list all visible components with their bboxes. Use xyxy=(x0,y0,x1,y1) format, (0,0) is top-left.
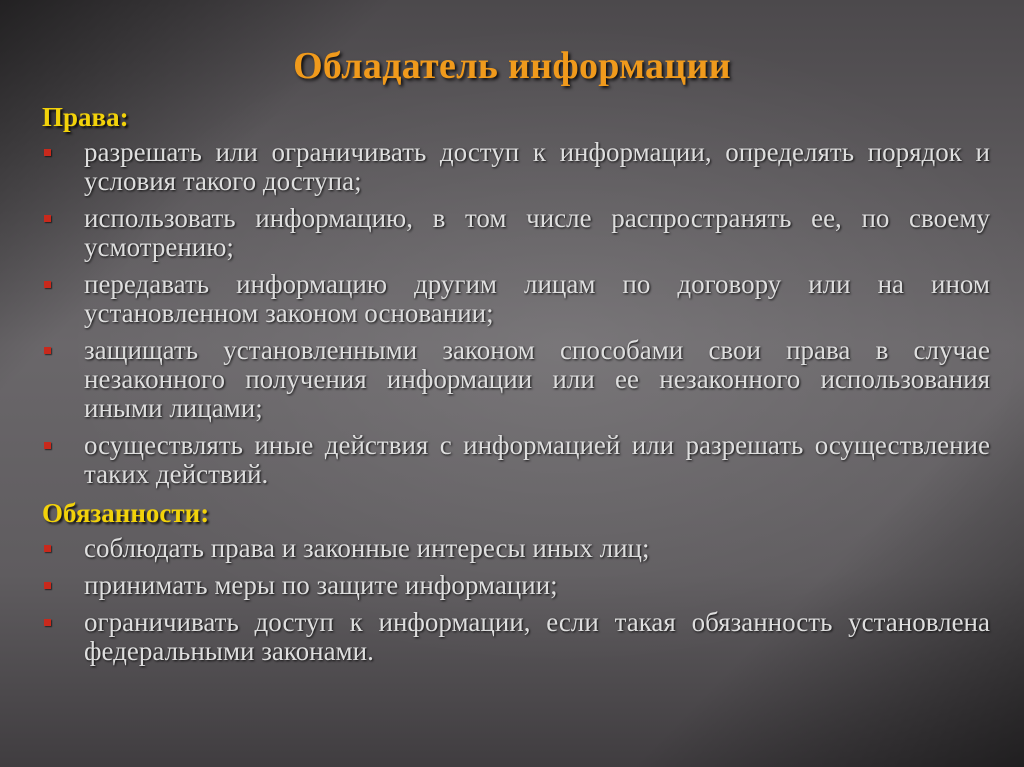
rights-list xyxy=(42,138,990,489)
list-item xyxy=(42,431,990,489)
square-bullet-icon xyxy=(44,442,51,449)
list-item-text: ограничивать доступ к информации, если такая обязанность установлена федеральными законами. xyxy=(84,607,990,666)
slide-title: Обладатель информации xyxy=(293,45,731,87)
duties-heading: Обязанности: xyxy=(42,498,210,528)
square-bullet-icon xyxy=(44,347,51,354)
slide-content xyxy=(42,101,990,674)
square-bullet-icon xyxy=(44,281,51,288)
list-item-text: использовать информацию, в том числе распространять ее, по своему усмотрению; xyxy=(84,203,990,262)
list-item-text: принимать меры по защите информации; xyxy=(84,570,558,600)
list-item-text: соблюдать права и законные интересы иных лиц; xyxy=(84,533,650,563)
list-item-text: передавать информацию другим лицам по договору или на ином установленном законом основании; xyxy=(84,269,990,328)
list-item xyxy=(42,608,990,666)
list-item xyxy=(42,138,990,196)
square-bullet-icon xyxy=(44,215,51,222)
square-bullet-icon xyxy=(44,619,51,626)
rights-heading: Права: xyxy=(42,102,129,132)
list-item xyxy=(42,336,990,423)
square-bullet-icon xyxy=(44,582,51,589)
list-item xyxy=(42,204,990,262)
list-item-text: разрешать или ограничивать доступ к информации, определять порядок и условия такого доступа; xyxy=(84,137,990,196)
list-item-text: защищать установленными законом способами свои права в случае незаконного получения информации или ее незаконного использования иными лицами; xyxy=(84,335,990,423)
square-bullet-icon xyxy=(44,545,51,552)
list-item xyxy=(42,571,990,600)
square-bullet-icon xyxy=(44,149,51,156)
duties-list xyxy=(42,534,990,666)
list-item xyxy=(42,270,990,328)
list-item xyxy=(42,534,990,563)
list-item-text: осуществлять иные действия с информацией или разрешать осуществление таких действий. xyxy=(84,430,990,489)
